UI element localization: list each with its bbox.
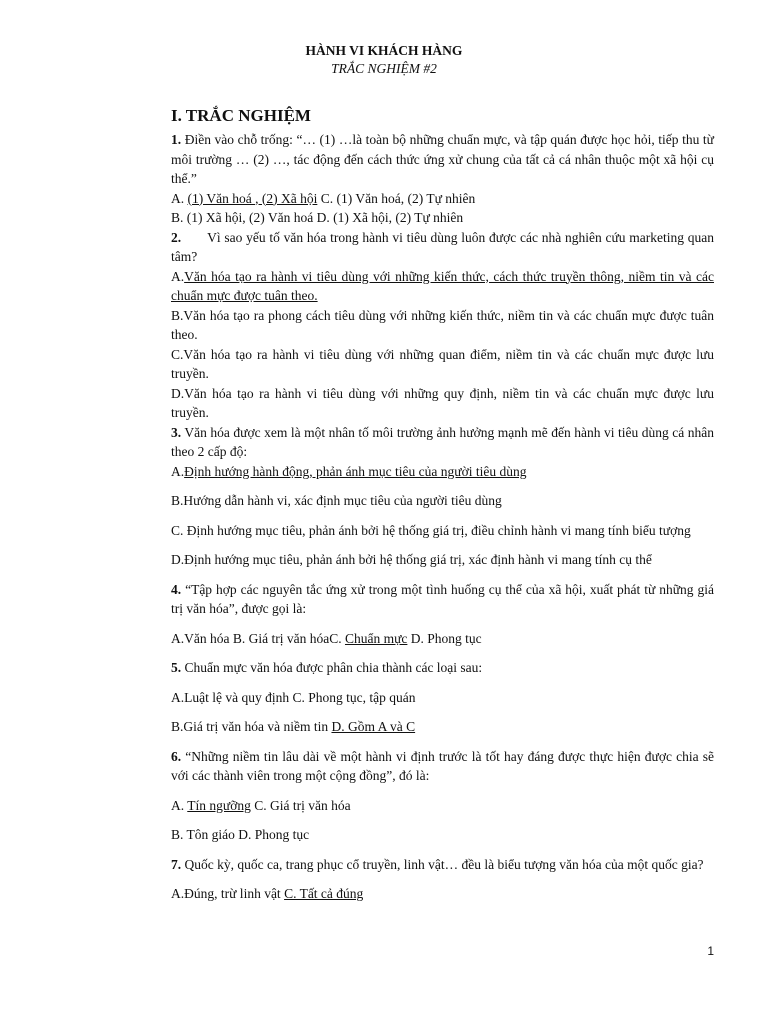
question-text: Quốc kỳ, quốc ca, trang phục cổ truyền, linh vật… đều là biểu tượng văn hóa của một quốc gia?	[184, 856, 704, 872]
question-text: “Những niềm tin lâu dài về một hành vi định trước là tốt hay đáng được thực hiện được chia sẽ với các thành viên trong một cộng đồng”, đó là:	[171, 748, 714, 783]
option-text: A.Đúng, trừ linh vật	[171, 886, 285, 901]
correct-answer: C. Tất cả đúng	[284, 886, 364, 901]
answer-line	[171, 796, 714, 816]
option-c: C.Văn hóa tạo ra hành vi tiêu dùng với những quan điểm, niềm tin và các chuẩn mực được lưu truyền.	[171, 346, 714, 381]
question-6	[171, 747, 714, 786]
option-c: C. Định hướng mục tiêu, phản ánh bởi hệ thống giá trị, điều chỉnh hành vi mang tính biểu tượng	[171, 522, 691, 538]
question-number: 7.	[171, 856, 182, 872]
option-a	[171, 267, 714, 306]
option-prefix: A.	[171, 797, 188, 813]
question-number: 1.	[171, 132, 182, 147]
question-number: 2.	[171, 229, 182, 245]
document-subtitle: TRẮC NGHIỆM #2	[331, 61, 437, 76]
question-2	[171, 228, 714, 267]
question-7	[171, 855, 714, 875]
correct-answer: Định hướng hành động, phản ánh mục tiêu của người tiêu dùng	[184, 463, 527, 479]
section-title: I. TRẮC NGHIỆM	[171, 106, 311, 125]
option-d: D.Văn hóa tạo ra hành vi tiêu dùng với những quy định, niềm tin và các chuẩn mực được lưu truyền.	[171, 385, 714, 420]
question-number: 3.	[171, 424, 182, 440]
question-number: 4.	[171, 581, 182, 597]
option-text: D. Phong tục	[407, 630, 482, 646]
answer-line	[171, 717, 714, 737]
question-text: Điền vào chỗ trống: “… (1) …là toàn bộ những chuẩn mực, và tập quán được học hỏi, tiếp thu từ môi trường … (2) …, tác động đến cách thức ứng xử chung của tất cả cá nhân thuộc một xã hội cụ thể.”	[171, 132, 715, 186]
answer-line	[171, 189, 714, 209]
correct-answer: Văn hóa tạo ra hành vi tiêu dùng với những kiến thức, cách thức truyền thông, niềm tin và các chuẩn mực được tuân theo.	[171, 268, 714, 303]
answer-line	[171, 629, 714, 649]
option-prefix: A.	[171, 463, 185, 479]
document-title: HÀNH VI KHÁCH HÀNG	[305, 43, 463, 58]
option-b: B.Hướng dẫn hành vi, xác định mục tiêu của người tiêu dùng	[171, 493, 502, 508]
option-text: C. (1) Văn hoá, (2) Tự nhiên	[317, 190, 476, 206]
option-b: B.Văn hóa tạo ra phong cách tiêu dùng với những kiến thức, niềm tin và các chuẩn mực được tuân theo.	[171, 307, 714, 342]
question-text: Chuẩn mực văn hóa được phân chia thành các loại sau:	[184, 660, 483, 675]
option-d: D.Định hướng mục tiêu, phản ánh bởi hệ thống giá trị, xác định hành vi mang tính cụ thể	[171, 552, 652, 567]
answer-line: A.Luật lệ và quy định C. Phong tục, tập quán	[171, 689, 416, 705]
correct-answer: Tín ngưỡng	[187, 797, 251, 813]
answer-line: B. (1) Xã hội, (2) Văn hoá D. (1) Xã hội, (2) Tự nhiên	[171, 210, 464, 225]
correct-answer: D. Gồm A và C	[331, 719, 416, 734]
question-5	[171, 658, 714, 678]
question-text: “Tập hợp các nguyên tắc ứng xử trong một tình huống cụ thể của xã hội, xuất phát từ những giá trị văn hóa”, được gọi là:	[171, 581, 714, 616]
question-3	[171, 423, 714, 462]
question-number: 6.	[171, 748, 182, 764]
option-prefix: A.	[171, 190, 188, 206]
question-number: 5.	[171, 660, 182, 675]
correct-answer: Chuẩn mực	[344, 630, 408, 646]
answer-line: B. Tôn giáo D. Phong tục	[171, 827, 310, 842]
question-1	[171, 130, 714, 189]
question-4	[171, 580, 714, 619]
document-body	[171, 104, 714, 904]
correct-answer: (1) Văn hoá , (2) Xã hội	[187, 190, 318, 206]
question-text: Vì sao yếu tố văn hóa trong hành vi tiêu dùng luôn được các nhà nghiên cứu marketing quan tâm?	[171, 229, 714, 264]
option-text: C. Giá trị văn hóa	[250, 797, 351, 813]
option-text: A.Văn hóa B. Giá trị văn hóaC.	[171, 630, 345, 646]
option-prefix: A.	[171, 268, 185, 284]
question-text: Văn hóa được xem là một nhân tố môi trường ảnh hưởng mạnh mẽ đến hành vi tiêu dùng cá nhân theo 2 cấp độ:	[171, 424, 714, 459]
page-number: 1	[707, 944, 714, 958]
option-text: B.Giá trị văn hóa và niềm tin	[171, 719, 332, 734]
answer-line	[171, 884, 714, 904]
document-header	[0, 42, 768, 78]
option-a	[171, 462, 714, 482]
